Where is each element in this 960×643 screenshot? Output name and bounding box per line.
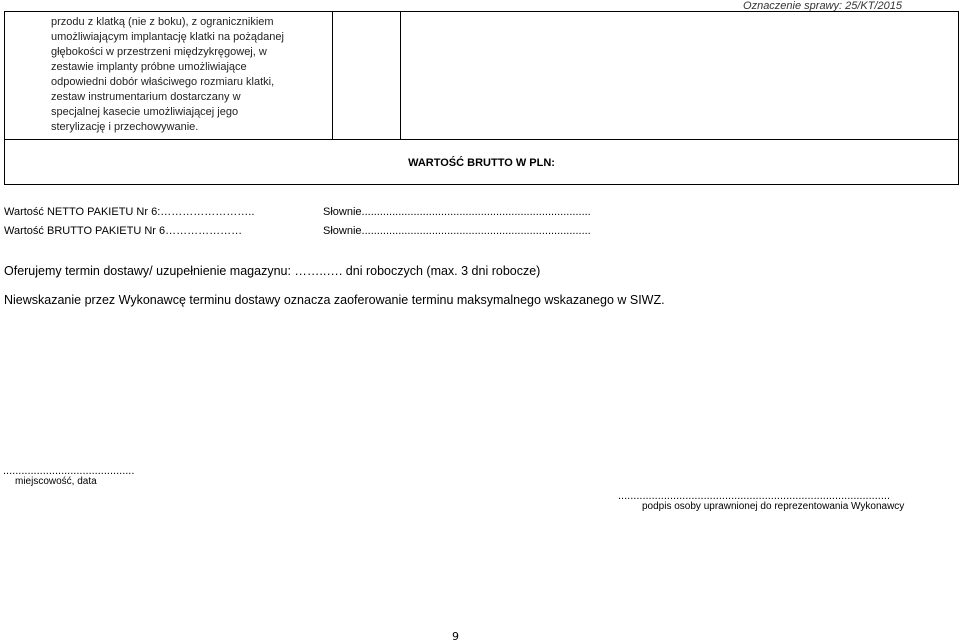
gross-value-label: Wartość BRUTTO PAKIETU Nr 6………………… — [4, 225, 243, 237]
table-row — [5, 12, 959, 140]
description-line: umożliwiającym implantację klatki na pożądanej — [51, 31, 284, 43]
place-date-dotted-line: ........................................... — [3, 465, 135, 477]
item-table — [4, 11, 959, 185]
gross-value-in-words: Słownie........................................................................... — [323, 225, 591, 237]
signature-dotted-line: ......................................................................................... — [618, 490, 890, 502]
signature-label: podpis osoby uprawnionej do reprezentowania Wykonawcy — [642, 501, 905, 512]
delivery-term-offer: Oferujemy termin dostawy/ uzupełnienie magazynu: ……..…. dni roboczych (max. 3 dni robocze) — [4, 264, 541, 278]
table-row — [5, 140, 959, 185]
net-value-label: Wartość NETTO PAKIETU Nr 6:…………………….. — [4, 206, 255, 218]
description-line: głębokości w przestrzeni międzykręgowej, w — [51, 46, 267, 58]
description-line: odpowiedni dobór właściwego rozmiaru klatki, — [51, 76, 275, 88]
description-line: przodu z klatką (nie z boku), z ogranicznikiem — [51, 16, 274, 28]
description-line: zestaw instrumentarium dostarczany w — [51, 91, 241, 103]
empty-cell — [333, 12, 401, 140]
item-description-cell — [5, 12, 333, 140]
delivery-term-notice: Niewskazanie przez Wykonawcę terminu dostawy oznacza zaoferowanie terminu maksymalnego wskazanego w SIWZ. — [4, 293, 665, 307]
case-number: Oznaczenie sprawy: 25/KT/2015 — [743, 0, 902, 12]
description-line: zestawie implanty próbne umożliwiające — [51, 61, 247, 73]
description-line: specjalnej kasecie umożliwiającej jego — [51, 106, 239, 118]
description-line: sterylizację i przechowywanie. — [51, 121, 199, 133]
gross-value-label: WARTOŚĆ BRUTTO W PLN: — [5, 140, 959, 185]
net-value-in-words: Słownie........................................................................... — [323, 206, 591, 218]
page-number: 9 — [452, 630, 459, 643]
empty-cell — [401, 12, 959, 140]
place-date-label: miejscowość, data — [15, 476, 97, 487]
